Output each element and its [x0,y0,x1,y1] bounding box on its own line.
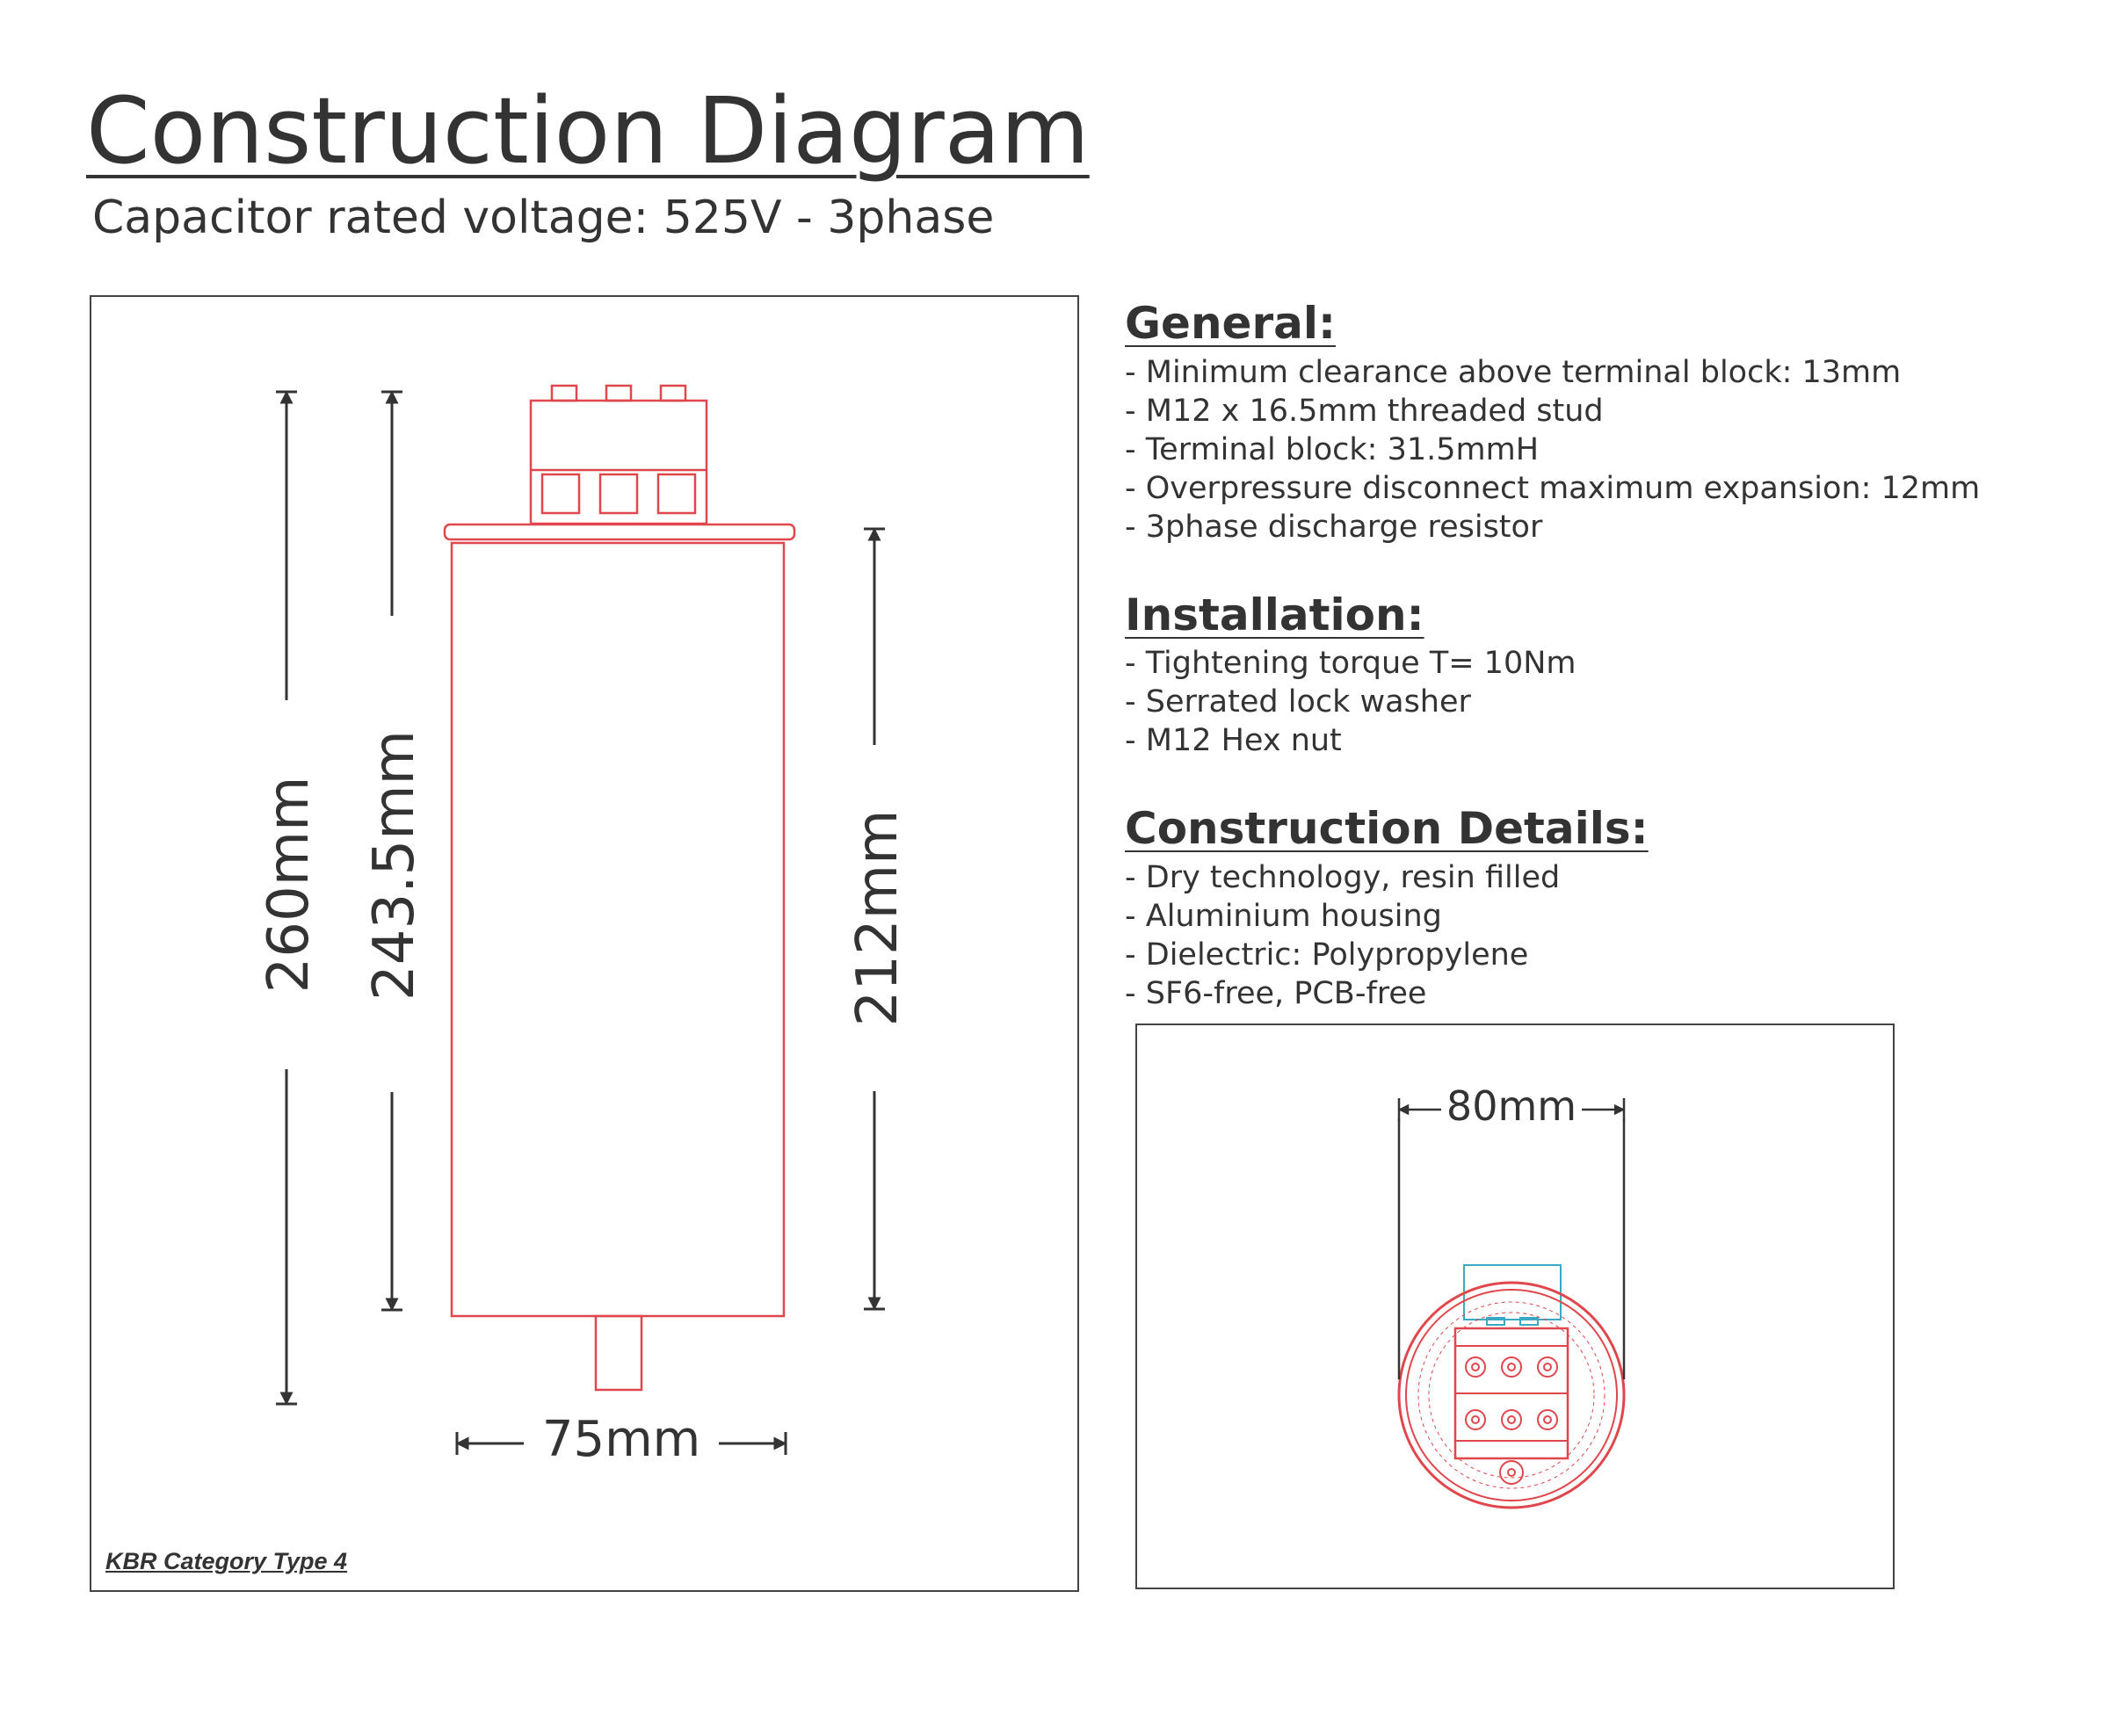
page-subtitle: Capacitor rated voltage: 525V - 3phase [92,192,995,244]
section-heading: Installation: [1125,589,1424,640]
spec-list [1125,644,2091,760]
list-item: - M12 x 16.5mm threaded stud [1125,393,1604,429]
dim-label-243mm: 243.5mm [362,730,427,1001]
capacitor-lid [445,524,794,539]
list-item: - Overpressure disconnect maximum expansion: 12mm [1125,470,1981,506]
spec-list [1125,353,2091,546]
list-item: - Minimum clearance above terminal block: 13mm [1125,354,1902,390]
category-caption: KBR Category Type 4 [105,1548,348,1574]
spec-list [1125,858,2091,1013]
terminal-cover-outline [1464,1265,1561,1320]
dim-label-260mm: 260mm [257,776,322,994]
page-title: Construction Diagram [86,77,1090,184]
section-general [1125,299,2091,546]
list-item: - Terminal block: 31.5mmH [1125,431,1540,467]
list-item: - 3phase discharge resistor [1125,509,1543,545]
list-item: - Tightening torque T= 10Nm [1125,646,1576,681]
mounting-stud [596,1316,641,1390]
list-item: - Dielectric: Polypropylene [1125,937,1529,973]
section-heading: Construction Details: [1125,803,1649,854]
terminal-stud [606,386,631,401]
list-item: - M12 Hex nut [1125,723,1342,758]
list-item: - SF6-free, PCB-free [1125,975,1427,1011]
list-item: - Aluminium housing [1125,898,1442,934]
section-construction-details [1125,804,2091,1013]
capacitor-side-view [445,386,794,1390]
capacitor-can [452,543,784,1316]
top-dimension-lines [1399,1098,1624,1379]
terminal-stud [552,386,576,401]
terminal-block [531,401,707,524]
list-item: - Dry technology, resin filled [1125,859,1561,895]
can-outline-circle [1399,1283,1624,1508]
dim-label-212mm: 212mm [845,809,910,1027]
terminal-stud [661,386,685,401]
section-installation [1125,590,2091,761]
capacitor-top-view [1399,1265,1624,1508]
section-heading: General: [1125,298,1336,349]
dim-label-80mm: 80mm [1446,1082,1577,1130]
dim-label-75mm: 75mm [541,1411,701,1468]
list-item: - Serrated lock washer [1125,684,1471,720]
specifications [1125,299,2091,1057]
